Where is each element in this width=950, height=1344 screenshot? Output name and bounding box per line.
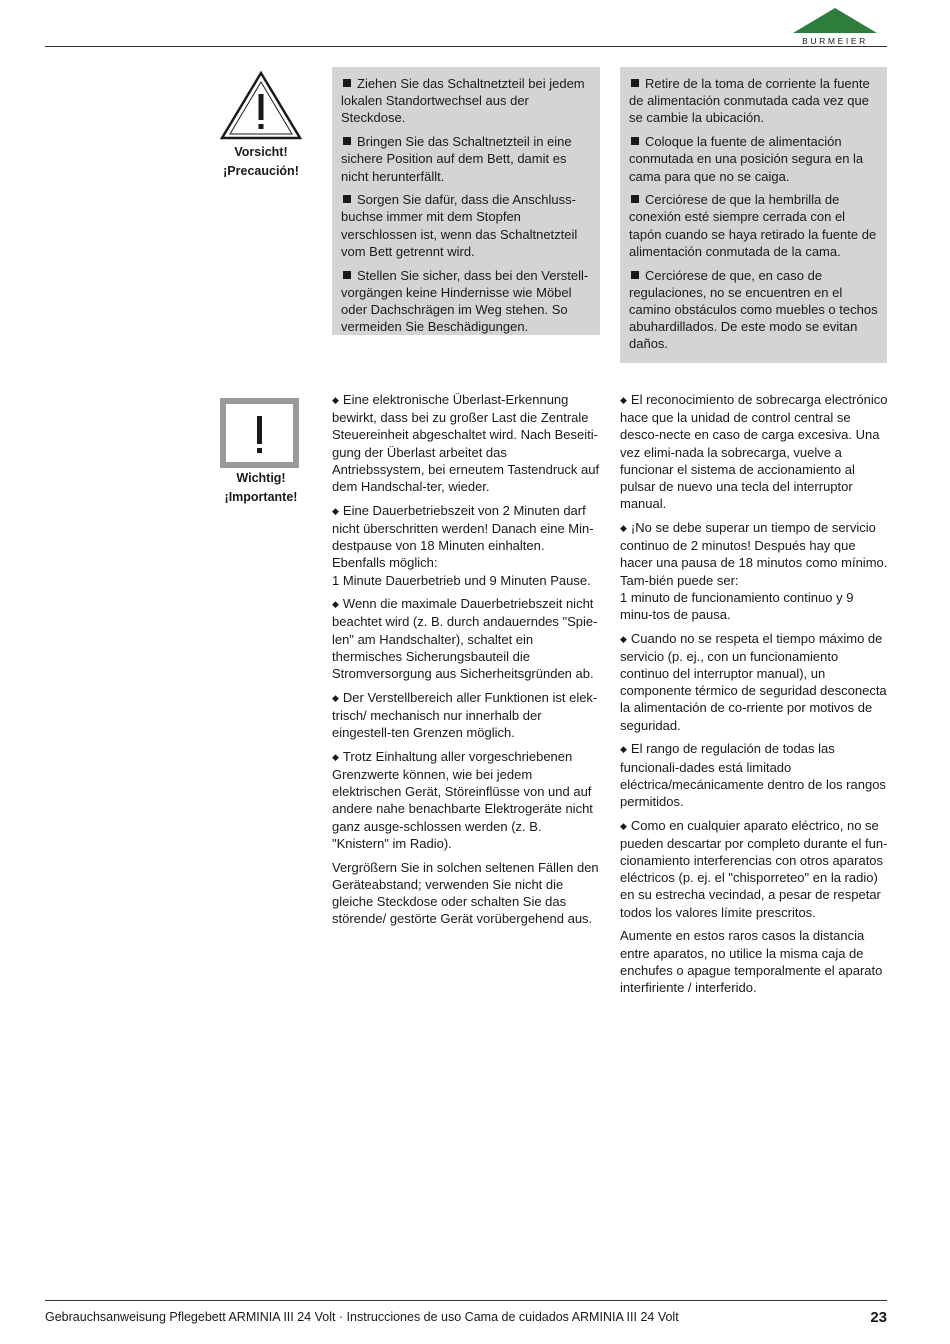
footer-rule [45,1300,887,1301]
important-symbol [220,398,299,468]
square-bullet-icon [631,195,639,203]
important-final: Vergrößern Sie in solchen seltenen Fällen den Geräteabstand; verwenden Sie nicht die gleiche Steckdose oder schalten Sie das störende/ gestörte Gerät vorübergehend aus. [332,859,599,927]
important-column-de [332,391,600,934]
caution-item: Cerciórese de que la hembrilla de conexión esté siempre cerrada con el tapón cuando se haya retirado la fuente de alimentación conmutada de la cama. [629,192,877,259]
burmeier-logo [793,7,877,47]
caution-item: Cerciórese de que, en caso de regulaciones, no se encuentren en el camino obstáculos como muebles o techos abuhardillados. De este modo se evitan daños. [629,267,878,352]
square-bullet-icon [343,137,351,145]
footer-text: Gebrauchsanweisung Pflegebett ARMINIA III 24 Volt · Instrucciones de uso Cama de cuidados ARMINIA III 24 Volt [45,1310,679,1324]
caution-label [216,143,306,181]
diamond-bullet-icon: ◆ [332,395,339,405]
caution-item: Sorgen Sie dafür, dass die Anschluss-buchse immer mit dem Stopfen verschlossen ist, wenn das Schaltnetzteil vom Bett getrennt wird. [341,192,578,259]
square-bullet-icon [343,79,351,87]
important-item: ◆ Cuando no se respeta el tiempo máximo de servicio (p. ej., con un funcionamiento continuo del interruptor manual), un componente térmico de seguridad desconecta la alimentación de co-rriente por motivos de seguridad. [620,630,887,733]
diamond-bullet-icon: ◆ [332,751,339,762]
diamond-bullet-icon: ◆ [620,820,627,831]
important-column-es [620,391,888,1003]
diamond-bullet-icon: ◆ [332,692,339,703]
important-item: ◆ El reconocimiento de sobrecarga electrónico hace que la unidad de control central se desco-necte en caso de carga excesiva. Una vez elimi-nada la sobrecarga, vuelve a funcionar el sistema de accionamiento al pulsar de nuevo una tecla del interruptor manual. [620,392,888,512]
diamond-bullet-icon: ◆ [332,599,339,610]
warning-triangle-icon [219,70,303,142]
caution-item: Ziehen Sie das Schaltnetzteil bei jedem lokalen Standortwechsel aus der Steckdose. [341,76,585,126]
brand-name: BURMEIER [802,36,868,46]
square-bullet-icon [343,195,351,203]
caution-label-de: Vorsicht! [234,145,288,159]
caution-box-es [620,67,887,363]
important-final: Aumente en estos raros casos la distancia entre aparatos, no utilice la misma caja de enchufes o apague temporalmente el aparato interfiriente / interferido. [620,928,883,995]
caution-item: Retire de la toma de corriente la fuente de alimentación conmutada cada vez que se cambie la ubicación. [629,76,870,126]
exclamation-box-icon [220,398,299,468]
square-bullet-icon [343,271,351,279]
caution-item: Coloque la fuente de alimentación conmutada en una posición segura en la cama para que no se caiga. [629,134,864,184]
important-label-es: ¡Importante! [224,490,298,504]
important-item: ◆ ¡No se debe superar un tiempo de servicio continuo de 2 minutos! Después hay que hacer una pausa de 18 minutos como mínimo. Tam-bién puede ser: 1 minuto de funcionamiento continuo y 9 minu-tos de pausa. [620,519,888,622]
important-item: ◆ Eine elektronische Überlast-Erkennung bewirkt, dass bei zu großer Last die Zentrale Steuereinheit abgeschaltet wird. Nach Beseiti-gung der Überlast arbeitet das Antriebssystem, bei erneutem Tastendruck auf dem Handschal-ter, wieder. [332,392,600,495]
roof-logo-icon [793,7,877,35]
important-item: ◆ Wenn die maximale Dauerbetriebszeit nicht beachtet wird (z. B. durch andauerndes "Spie-len" am Handschalter), schaltet ein thermisches Sicherungsbauteil die Stromversorgung aus Sicherheitsgründen ab. [332,596,598,682]
important-item: ◆ Como en cualquier aparato eléctrico, no se pueden descartar por completo durante el fun-cionamiento interferencias con otros aparatos eléctricos (p. ej. el "chisporreteo" en la radio) en su estrecha vecindad, a pesar de respetar todos los valores límite prescritos. [620,817,888,920]
caution-symbol [219,70,303,142]
important-item: ◆ Trotz Einhaltung aller vorgeschriebenen Grenzwerte können, wie bei jedem elektrischen Gerät, Störeinflüsse von und auf andere nahe benachbarte Elektrogeräte nicht ganz ausge-schlossen werden (z. B. "Knistern" im Radio). [332,748,593,851]
square-bullet-icon [631,137,639,145]
diamond-bullet-icon: ◆ [332,505,339,516]
square-bullet-icon [631,271,639,279]
important-label [216,469,306,507]
diamond-bullet-icon: ◆ [620,744,627,755]
diamond-bullet-icon: ◆ [620,522,627,533]
important-item-extra: 1 minuto de funcionamiento continuo y 9 minu-tos de pausa. [620,589,854,622]
important-item: ◆ El rango de regulación de todas las funcionali-dades está limitado eléctrica/mecánicamente dentro de los rangos permitidos. [620,741,886,809]
diamond-bullet-icon: ◆ [620,633,627,644]
caution-item: Stellen Sie sicher, dass bei den Verstell-vorgängen keine Hindernisse wie Möbel oder Dachschrägen im Weg stehen. So vermeiden Sie Beschädigungen. [341,267,589,335]
important-item: ◆ Der Verstellbereich aller Funktionen ist elek-trisch/ mechanisch nur innerhalb der eingestell-ten Grenzen möglich. [332,689,598,741]
square-bullet-icon [631,79,639,87]
caution-label-es: ¡Precaución! [223,164,299,178]
caution-item: Bringen Sie das Schaltnetzteil in eine sichere Position auf dem Bett, damit es nicht herunterfällt. [341,134,572,184]
page-number: 23 [870,1309,887,1326]
important-item-extra: 1 Minute Dauerbetrieb und 9 Minuten Pause. [332,572,591,588]
important-item: ◆ Eine Dauerbetriebszeit von 2 Minuten darf nicht überschritten werden! Danach eine Min-destpause von 18 Minuten einhalten. Ebenfalls möglich: 1 Minute Dauerbetrieb und 9 Minuten Pause. [332,502,594,588]
important-label-de: Wichtig! [236,471,286,485]
header-rule [45,46,887,47]
diamond-bullet-icon: ◆ [620,395,627,405]
caution-box-de [332,67,600,335]
